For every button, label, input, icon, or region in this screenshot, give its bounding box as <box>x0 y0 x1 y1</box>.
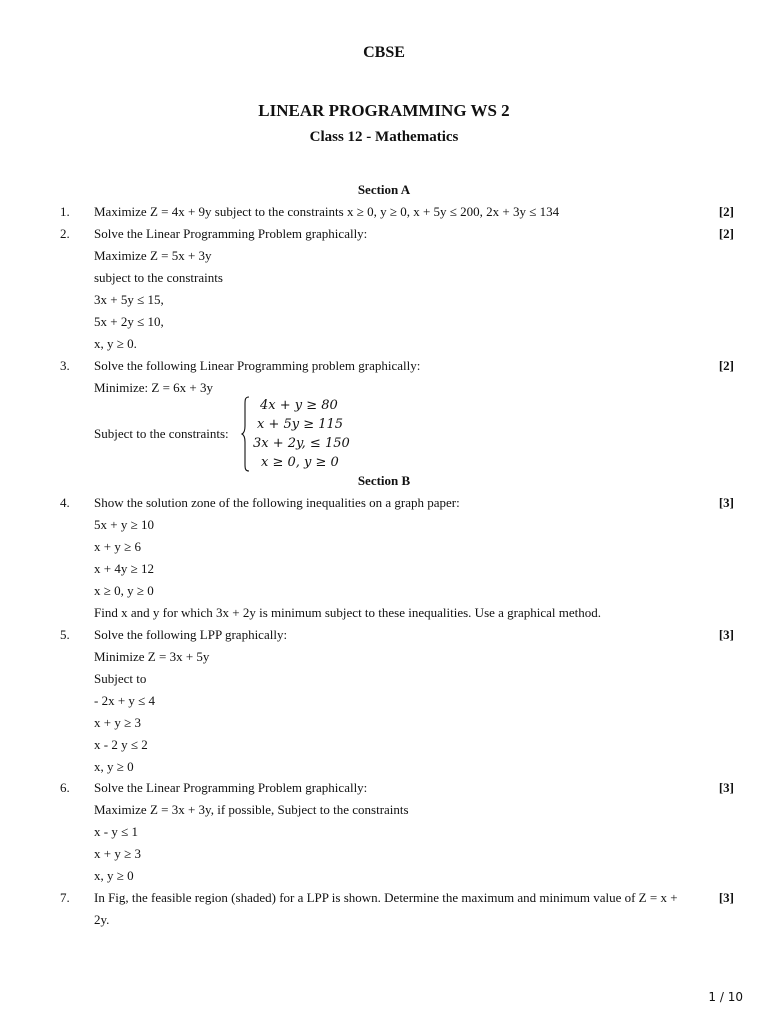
question-marks: [2] <box>718 226 734 241</box>
constraint-row: 4x + y ≥ 80 <box>260 398 338 413</box>
question-marks: [3] <box>718 780 734 795</box>
question-marks: [3] <box>718 890 734 905</box>
question-number: 4. <box>60 495 70 510</box>
question-line: - 2x + y ≤ 4 <box>94 693 156 708</box>
question-text: Show the solution zone of the following inequalities on a graph paper: <box>94 495 460 510</box>
question-marks: [2] <box>718 204 734 219</box>
worksheet-title: LINEAR PROGRAMMING WS 2 <box>258 101 510 120</box>
question-text: Solve the Linear Programming Problem graphically: <box>94 226 368 241</box>
question-line: x + y ≥ 6 <box>94 539 141 554</box>
question-line: 5x + y ≥ 10 <box>94 517 154 532</box>
question-line: Maximize Z = 3x + 3y, if possible, Subject to the constraints <box>94 802 409 817</box>
section-b-heading: Section B <box>357 473 411 488</box>
page-number: 1 / 10 <box>708 990 743 1004</box>
question-line: x + 4y ≥ 12 <box>94 561 154 576</box>
question-number: 1. <box>60 204 70 219</box>
question-line: subject to the constraints <box>94 270 223 285</box>
question-number: 3. <box>60 358 70 373</box>
question-line: 2y. <box>94 912 110 927</box>
question-line: x + y ≥ 3 <box>94 715 141 730</box>
section-a-heading: Section A <box>357 182 411 197</box>
question-line: x ≥ 0, y ≥ 0 <box>94 583 154 598</box>
question-text: Maximize Z = 4x + 9y subject to the constraints x ≥ 0, y ≥ 0, x + 5y ≤ 200, 2x + 3y ≤ 134 <box>94 204 560 219</box>
question-line: x, y ≥ 0. <box>94 336 137 351</box>
question-number: 2. <box>60 226 70 241</box>
constraint-row: x ≥ 0, y ≥ 0 <box>261 455 339 470</box>
question-text: In Fig, the feasible region (shaded) for a LPP is shown. Determine the maximum and minimum value of Z = x + <box>94 890 678 905</box>
question-text: Solve the Linear Programming Problem graphically: <box>94 780 368 795</box>
question-line: x, y ≥ 0 <box>94 759 134 774</box>
question-line: 3x + 5y ≤ 15, <box>94 292 164 307</box>
question-marks: [3] <box>718 495 734 510</box>
worksheet-subtitle: Class 12 - Mathematics <box>309 129 459 145</box>
question-number: 6. <box>60 780 70 795</box>
question-marks: [2] <box>718 358 734 373</box>
question-text: Solve the following LPP graphically: <box>94 627 288 642</box>
question-marks: [3] <box>718 627 734 642</box>
question-line: Minimize: Z = 6x + 3y <box>94 380 214 395</box>
question-number: 7. <box>60 890 70 905</box>
question-line: x - 2 y ≤ 2 <box>94 737 148 752</box>
question-number: 5. <box>60 627 70 642</box>
question-line: Maximize Z = 5x + 3y <box>94 248 212 263</box>
left-brace-icon <box>241 396 251 472</box>
question-line: Subject to <box>94 671 147 686</box>
question-line: 5x + 2y ≤ 10, <box>94 314 164 329</box>
question-line: x + y ≥ 3 <box>94 846 141 861</box>
constraint-label: Subject to the constraints: <box>94 426 229 441</box>
constraint-row: x + 5y ≥ 115 <box>257 417 344 432</box>
constraint-row: 3x + 2y, ≤ 150 <box>253 436 350 451</box>
question-line: Minimize Z = 3x + 5y <box>94 649 210 664</box>
board-name: CBSE <box>363 44 405 61</box>
question-line: Find x and y for which 3x + 2y is minimum subject to these inequalities. Use a graphical method. <box>94 605 602 620</box>
question-line: x - y ≤ 1 <box>94 824 138 839</box>
question-line: x, y ≥ 0 <box>94 868 134 883</box>
question-text: Solve the following Linear Programming problem graphically: <box>94 358 421 373</box>
